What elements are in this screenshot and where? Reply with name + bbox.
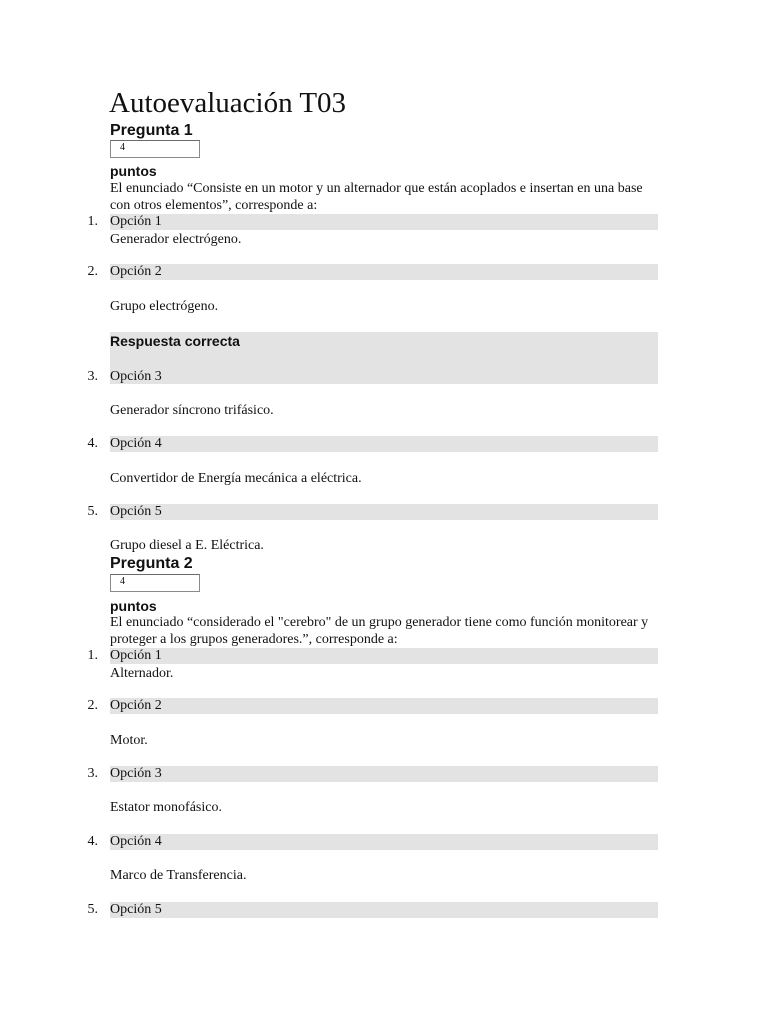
q2-option-4-bar[interactable] (110, 834, 658, 850)
q2-option-4-label[interactable]: Opción 4 (110, 834, 162, 849)
q1-option-5-bar[interactable] (110, 504, 658, 520)
q1-option-2-bar[interactable] (110, 264, 658, 280)
q1-option-4-bar[interactable] (110, 436, 658, 452)
q1-option-4-answer: Convertidor de Energía mecánica a eléctrica. (110, 471, 362, 486)
q1-option-5-answer: Grupo diesel a E. Eléctrica. (110, 538, 264, 553)
q2-option-4-answer: Marco de Transferencia. (110, 868, 247, 883)
question-1-heading: Pregunta 1 (110, 122, 193, 139)
q2-option-2-label[interactable]: Opción 2 (110, 698, 162, 713)
q2-option-3-number: 3. (87, 766, 98, 781)
q1-option-2-number: 2. (87, 264, 98, 279)
q1-option-1-answer: Generador electrógeno. (110, 232, 242, 247)
q1-option-1-number: 1. (87, 214, 98, 229)
q2-option-2-answer: Motor. (110, 733, 148, 748)
q1-option-3-answer: Generador síncrono trifásico. (110, 403, 274, 418)
q1-option-5-number: 5. (87, 504, 98, 519)
question-2-points-label: puntos (110, 598, 157, 614)
question-1-points-field[interactable]: 4 (110, 140, 200, 158)
q2-option-5-bar[interactable] (110, 902, 658, 918)
page-title: Autoevaluación T03 (109, 87, 347, 119)
q2-option-4-number: 4. (87, 834, 98, 849)
q2-option-2-bar[interactable] (110, 698, 658, 714)
q2-option-1-answer: Alternador. (110, 666, 174, 681)
q2-option-3-label[interactable]: Opción 3 (110, 766, 162, 781)
q1-option-4-number: 4. (87, 436, 98, 451)
question-2-statement: El enunciado “considerado el "cerebro" de un grupo generador tiene como función monitorear y proteger a los grupos generadores.”, corresponde a: (110, 615, 649, 647)
correct-answer-label: Respuesta correcta (110, 333, 240, 349)
q2-option-1-bar[interactable] (110, 648, 658, 664)
q1-option-2-label[interactable]: Opción 2 (110, 264, 162, 279)
q1-option-1-bar[interactable] (110, 214, 658, 230)
q1-option-3-number: 3. (87, 369, 98, 384)
q1-option-1-label[interactable]: Opción 1 (110, 214, 162, 229)
q1-option-4-label[interactable]: Opción 4 (110, 436, 162, 451)
q1-option-3-label[interactable]: Opción 3 (110, 369, 162, 384)
q2-option-1-label[interactable]: Opción 1 (110, 648, 162, 663)
question-1-points-label: puntos (110, 163, 157, 179)
question-1-statement: El enunciado “Consiste en un motor y un alternador que están acoplados e insertan en una base con otros elementos”, corresponde a: (110, 181, 643, 213)
q2-option-5-number: 5. (87, 902, 98, 917)
q2-option-3-bar[interactable] (110, 766, 658, 782)
q1-option-5-label[interactable]: Opción 5 (110, 504, 162, 519)
q2-option-2-number: 2. (87, 698, 98, 713)
question-2-points-field[interactable]: 4 (110, 574, 200, 592)
q1-option-2-answer: Grupo electrógeno. (110, 299, 219, 314)
q2-option-3-answer: Estator monofásico. (110, 800, 222, 815)
q2-option-1-number: 1. (87, 648, 98, 663)
question-2-heading: Pregunta 2 (110, 555, 193, 572)
q2-option-5-label[interactable]: Opción 5 (110, 902, 162, 917)
